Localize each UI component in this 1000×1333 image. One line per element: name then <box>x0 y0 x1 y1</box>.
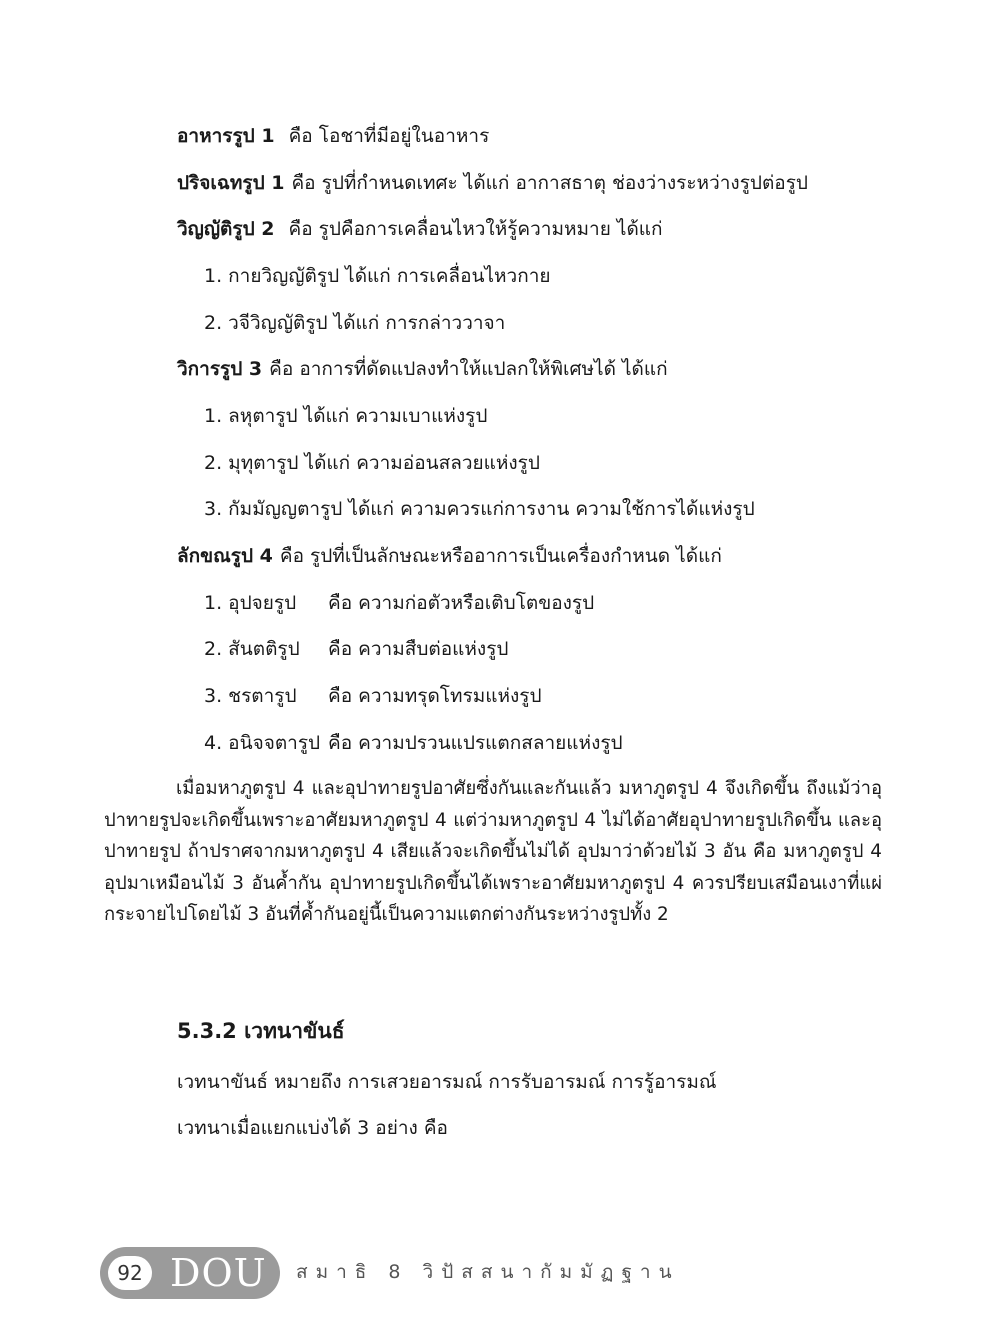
vikara-item-1: 1. ลหุตารูป ได้แก่ ความเบาแห่งรูป <box>204 405 488 427</box>
term-definition: คือ โอชาที่มีอยู่ในอาหาร <box>288 125 490 147</box>
lakkhana-item-4 <box>204 731 623 755</box>
term-label: ปริจเฉทรูป 1 <box>177 172 285 194</box>
term-label: อาหารรูป 1 <box>177 125 275 147</box>
section-line-2: เวทนาเมื่อแยกแบ่งได้ 3 อย่าง คือ <box>177 1117 448 1139</box>
section-line-1: เวทนาขันธ์ หมายถึง การเสวยอารมณ์ การรับอารมณ์ การรู้อารมณ์ <box>177 1071 717 1093</box>
page-number: 92 <box>108 1256 152 1290</box>
lakkhana-item-3 <box>204 684 542 708</box>
definition-ahara <box>177 124 489 148</box>
term-label: วิญญัติรูป 2 <box>177 218 275 240</box>
item-definition: คือ ความทรุดโทรมแห่งรูป <box>328 685 542 707</box>
vinnatti-item-2: 2. วจีวิญญัติรูป ได้แก่ การกล่าววาจา <box>204 312 506 334</box>
vikara-item-3: 3. กัมมัญญตารูป ได้แก่ ความควรแก่การงาน ความใช้การได้แห่งรูป <box>204 498 755 520</box>
definition-lakkhana <box>177 544 722 568</box>
item-definition: คือ ความปรวนแปรแตกสลายแห่งรูป <box>328 732 623 754</box>
definition-vinnatti <box>177 217 663 241</box>
body-paragraph: เมื่อมหาภูตรูป 4 และอุปาทายรูปอาศัยซึ่งกันและกันแล้ว มหาภูตรูป 4 จึงเกิดขึ้น ถึงแม้ว่าอุปาทายรูปจะเกิดขึ้นเพราะอาศัยมหาภูตรูป 4 แต่ว่ามหาภูตรูป 4 ไม่ได้อาศัยอุปาทายรูปเกิดขึ้น และอุปาทายรูป ถ้าปราศจากมหาภูตรูป 4 เสียแล้วจะเกิดขึ้นไม่ได้ อุปมาว่าด้วยไม้ 3 อัน คือ มหาภูตรูป 4 อุปมาเหมือนไม้ 3 อันค้ำกัน อุปาทายรูปเกิดขึ้นได้เพราะอาศัยมหาภูตรูป 4 ควรปรียบเสมือนเงาที่แผ่กระจายไปโดยไม้ 3 อันที่ค้ำกันอยู่นี้เป็นความแตกต่างกันระหว่างรูปทั้ง 2 <box>104 778 882 925</box>
section-heading: 5.3.2 เวทนาขันธ์ <box>177 1019 345 1043</box>
term-definition: คือ อาการที่ดัดแปลงทำให้แปลกให้พิเศษได้ ได้แก่ <box>269 358 668 380</box>
dou-logo: DOU <box>170 1251 267 1295</box>
definition-vikara <box>177 357 668 381</box>
vinnatti-item-1: 1. กายวิญญัติรูป ได้แก่ การเคลื่อนไหวกาย <box>204 265 551 287</box>
item-term: 1. อุปจยรูป <box>204 592 297 614</box>
footer-badge <box>100 1247 280 1299</box>
term-definition: คือ รูปที่กำหนดเทศะ ได้แก่ อากาสธาตุ ช่องว่างระหว่างรูปต่อรูป <box>291 172 808 194</box>
book-title: สมาธิ 8 วิปัสสนากัมมัฏฐาน <box>296 1261 680 1283</box>
item-term: 4. อนิจจตารูป <box>204 732 321 754</box>
term-label: ลักขณรูป 4 <box>177 545 273 567</box>
item-term: 3. ชรตารูป <box>204 685 297 707</box>
item-definition: คือ ความสืบต่อแห่งรูป <box>328 638 509 660</box>
term-definition: คือ รูปคือการเคลื่อนไหวให้รู้ความหมาย ได้แก่ <box>288 218 663 240</box>
term-definition: คือ รูปที่เป็นลักษณะหรืออาการเป็นเครื่องกำหนด ได้แก่ <box>279 545 722 567</box>
lakkhana-item-1 <box>204 591 594 615</box>
lakkhana-item-2 <box>204 637 508 661</box>
definition-paricheda <box>177 171 808 195</box>
item-definition: คือ ความก่อตัวหรือเติบโตของรูป <box>328 592 595 614</box>
vikara-item-2: 2. มุทุตารูป ได้แก่ ความอ่อนสลวยแห่งรูป <box>204 452 540 474</box>
term-label: วิการรูป 3 <box>177 358 263 380</box>
item-term: 2. สันตติรูป <box>204 638 300 660</box>
